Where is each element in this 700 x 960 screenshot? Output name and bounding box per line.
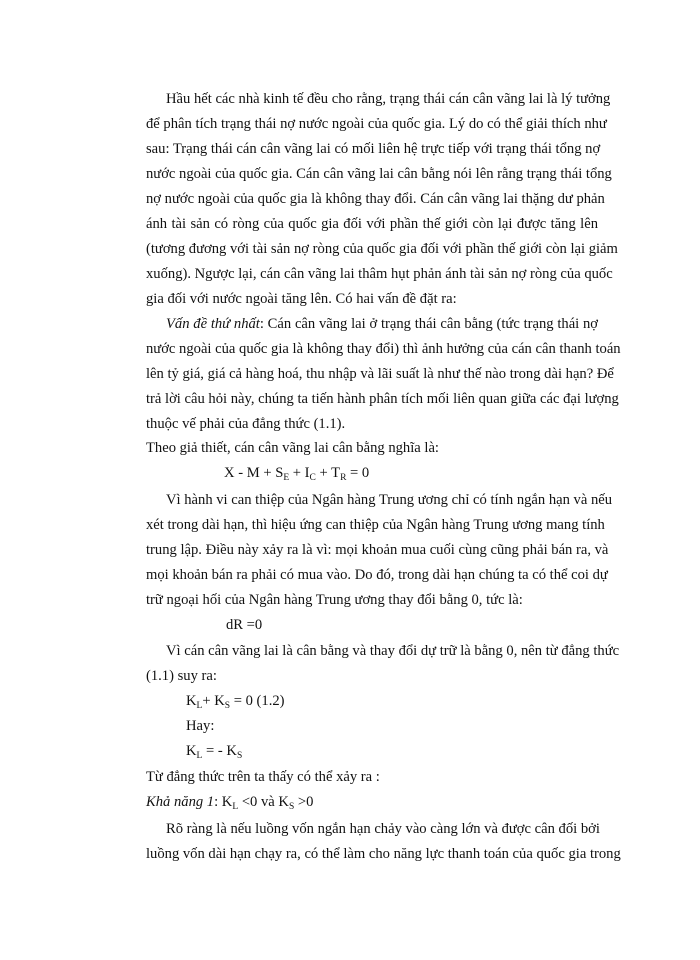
paragraph-1-line: ánh tài sản có ròng của quốc gia đối với phần thế giới còn lại được tăng lên [146, 216, 598, 232]
paragraph-1-line: gia đối với nước ngoài tăng lên. Có hai vấn đề đặt ra: [146, 291, 457, 307]
assumption-line: Theo giả thiết, cán cân vãng lai cân bằng nghĩa là: [146, 440, 439, 456]
possibility-intro: Từ đẳng thức trên ta thấy có thể xảy ra : [146, 769, 380, 785]
equation-kl-equals-minus-ks: $K_L$ = - $K_S$ [186, 743, 243, 761]
equation-1-2: $K_L+ K_S = 0$ (1.2) [186, 693, 285, 711]
paragraph-1-line: Hầu hết các nhà kinh tế đều cho rằng, trạng thái cán cân vãng lai là lý tưởng [166, 91, 611, 107]
paragraph-2-line: nước ngoài của quốc gia là không thay đổi) thì ảnh hưởng của cán cân thanh toán [146, 341, 621, 357]
paragraph-2-line: trả lời câu hỏi này, chúng ta tiến hành phân tích mối liên quan giữa các đại lượng [146, 391, 619, 407]
paragraph-2-line: thuộc vế phải của đẳng thức (1.1). [146, 416, 346, 432]
paragraph-4-line: trữ ngoại hối của Ngân hàng Trung ương thay đổi bằng 0, tức là: [146, 592, 523, 608]
paragraph-2-text: : Cán cân vãng lai ở trạng thái cân bằng (tức trạng thái nợ [259, 316, 599, 332]
paragraph-4-line: xét trong dài hạn, thì hiệu ứng can thiệp của Ngân hàng Trung ương mang tính [146, 517, 605, 533]
equation-current-account: $X - M + S_E + I_C + T_R = 0$ [224, 465, 370, 483]
paragraph-1-line: sau: Trạng thái cán cân vãng lai có mối liên hệ trực tiếp với trạng thái tổng nợ [146, 141, 601, 157]
possibility-1-line: Khả năng 1: $K_L <0$ và $K_S >0$ [146, 794, 314, 812]
equation-reserve-change: dR =0 [226, 617, 263, 633]
hay-label: Hay: [186, 718, 215, 734]
paragraph-1-line: để phân tích trạng thái nợ nước ngoài của quốc gia. Lý do có thể giải thích như [146, 116, 607, 132]
paragraph-5-line: (1.1) suy ra: [146, 668, 217, 684]
paragraph-8-line: luồng vốn dài hạn chạy ra, có thể làm cho năng lực thanh toán của quốc gia trong [146, 846, 621, 862]
paragraph-1-line: xuống). Ngược lại, cán cân vãng lai thâm hụt phản ánh tài sản nợ ròng của quốc [146, 266, 613, 282]
paragraph-4-line: mọi khoản bán ra phải có mua vào. Do đó, trong dài hạn chúng ta có thể coi dự [146, 567, 608, 583]
paragraph-2-line: lên tỷ giá, giá cả hàng hoá, thu nhập và lãi suất là như thế nào trong dài hạn? Để [146, 366, 614, 382]
paragraph-4-line: Vì hành vi can thiệp của Ngân hàng Trung ương chỉ có tính ngắn hạn và nếu [166, 492, 613, 508]
paragraph-1-line: (tương đương với tài sản nợ ròng của quốc gia đối với phần thế giới còn lại giảm [146, 241, 618, 257]
paragraph-1-line: nợ nước ngoài của quốc gia là không thay đổi. Cán cân vãng lai thặng dư phản [146, 191, 605, 207]
paragraph-4-line: trung lập. Điều này xảy ra là vì: mọi khoản mua cuối cùng cũng phải bán ra, và [146, 542, 609, 558]
paragraph-8-line: Rõ ràng là nếu luồng vốn ngắn hạn chảy vào càng lớn và được cân đối bởi [166, 821, 600, 837]
paragraph-5-line: Vì cán cân vãng lai là cân bằng và thay đổi dự trữ là bằng 0, nên từ đẳng thức [166, 643, 620, 659]
possibility-1-heading: Khả năng 1 [146, 794, 215, 810]
paragraph-1-line: nước ngoài của quốc gia. Cán cân vãng lai cân bằng nói lên rằng trạng thái tổng [146, 166, 612, 182]
issue-one-heading: Vấn đề thứ nhất [166, 316, 260, 332]
paragraph-2-line [166, 314, 598, 334]
